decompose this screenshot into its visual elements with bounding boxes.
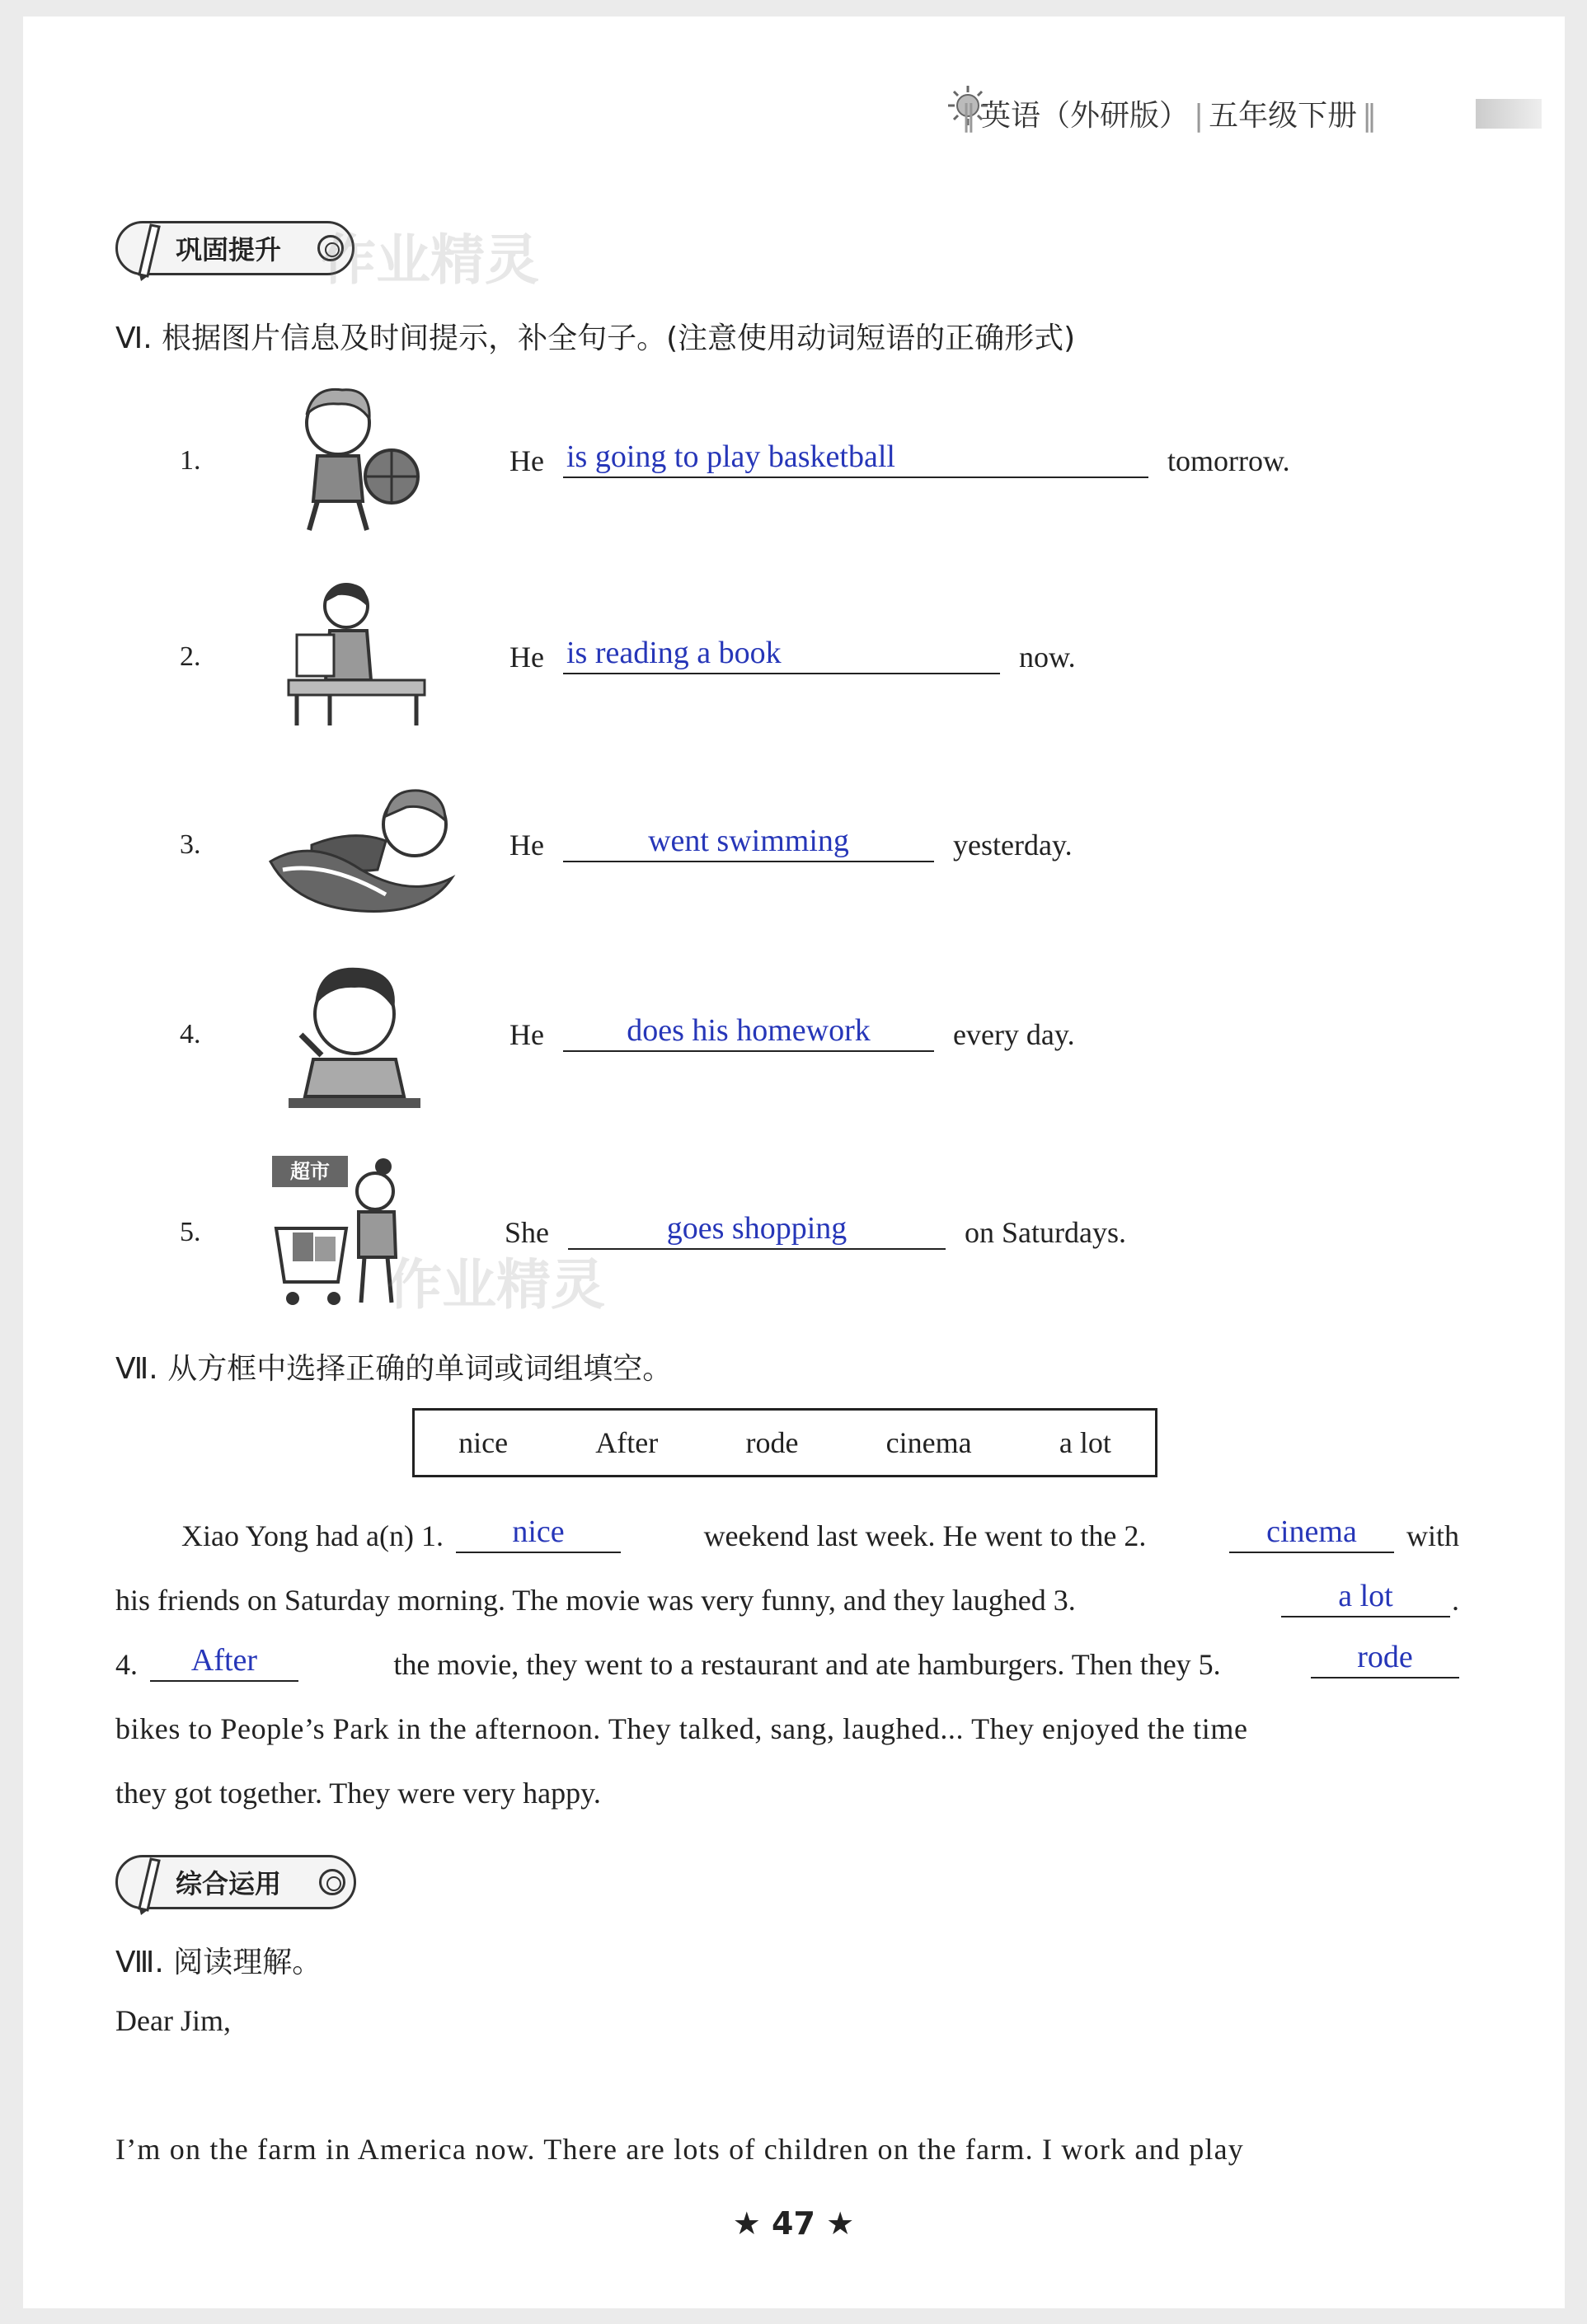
boy-reading-icon <box>280 577 429 734</box>
page-header: ‖ 英语（外研版） | 五年级下册 ‖ <box>961 99 1378 133</box>
word-option: rode <box>745 1426 799 1459</box>
badge-comprehensive-label: 综合运用 <box>176 1868 282 1899</box>
boy-basketball-icon <box>280 378 425 542</box>
pencil-icon <box>133 1851 166 1917</box>
badge-comprehensive <box>115 1855 356 1909</box>
passage-text: weekend last week. He went to the 2. <box>703 1519 1147 1552</box>
item2-blank[interactable] <box>563 636 1000 674</box>
badge-consolidate-label: 巩固提升 <box>176 234 282 265</box>
item4-number: 4. <box>180 1019 201 1049</box>
item2-subject: He <box>509 641 544 674</box>
answer-1: nice <box>512 1514 565 1549</box>
passage-line-3 <box>115 1640 1459 1682</box>
answer-2: cinema <box>1266 1514 1357 1549</box>
item1-answer: is going to play basketball <box>566 439 895 474</box>
watermark-2: 作业精灵 <box>387 1253 605 1317</box>
badge-consolidate <box>115 221 354 275</box>
passage-text: . <box>1452 1584 1459 1617</box>
item3-sentence <box>509 824 1073 862</box>
item5-subject: She <box>505 1216 549 1249</box>
passage-text: his friends on Saturday morning. The movie was very funny, and they laughed 3. <box>115 1584 1076 1617</box>
item5-blank[interactable] <box>568 1211 946 1250</box>
item1-number: 1. <box>180 445 201 476</box>
item1-blank[interactable] <box>563 439 1148 478</box>
item1-subject: He <box>509 444 544 477</box>
blank-3[interactable] <box>1281 1579 1450 1617</box>
header-subject: 英语（外研版） <box>981 99 1190 133</box>
item1-time: tomorrow. <box>1167 444 1290 477</box>
watermark: 作业精灵 <box>322 228 539 292</box>
blank-4[interactable] <box>150 1643 298 1682</box>
badge-end-circle <box>319 1869 345 1895</box>
word-option: cinema <box>885 1426 972 1459</box>
item3-answer: went swimming <box>648 824 849 858</box>
word-option: nice <box>458 1426 509 1459</box>
item2-time: now. <box>1018 641 1076 674</box>
passage-text: the movie, they went to a restaurant and ate hamburgers. Then they 5. <box>393 1648 1221 1681</box>
answer-4: After <box>190 1643 258 1678</box>
item5-time: on Saturdays. <box>965 1216 1126 1249</box>
letter-line-1: I’m on the farm in America now. There are lots of children on the farm. I work and play <box>115 2133 1244 2166</box>
item4-sentence <box>509 1013 1075 1052</box>
section7-title: Ⅶ. 从方框中选择正确的单词或词组填空。 <box>115 1352 673 1386</box>
item3-subject: He <box>509 829 544 862</box>
answer-5: rode <box>1357 1640 1413 1674</box>
item4-blank[interactable] <box>563 1013 934 1052</box>
letter-greeting: Dear Jim, <box>115 2004 231 2037</box>
item4-time: every day. <box>952 1018 1075 1051</box>
word-box <box>412 1408 1157 1477</box>
boy-swimming-icon <box>262 771 460 919</box>
item5-sentence <box>505 1211 1126 1250</box>
passage-line-4: bikes to People’s Park in the afternoon. They talked, sang, laughed... They enjoyed the time <box>115 1712 1248 1745</box>
item3-number: 3. <box>180 829 201 860</box>
header-grade: 五年级下册 <box>1209 99 1358 133</box>
header-gradient-bar <box>1476 99 1542 129</box>
blank-5[interactable] <box>1311 1640 1459 1678</box>
word-option: After <box>595 1426 659 1459</box>
page-number: ★ 47 ★ <box>732 2205 855 2242</box>
item2-number: 2. <box>180 641 201 672</box>
item5-answer: goes shopping <box>666 1211 847 1246</box>
passage-line-5: they got together. They were very happy. <box>115 1777 601 1810</box>
item3-blank[interactable] <box>563 824 934 862</box>
passage-text: Xiao Yong had a(n) 1. <box>181 1519 444 1552</box>
item3-time: yesterday. <box>952 829 1073 862</box>
item1-sentence <box>509 439 1290 478</box>
boy-homework-icon <box>280 956 425 1117</box>
item2-answer: is reading a book <box>566 636 782 670</box>
answer-3: a lot <box>1338 1579 1393 1613</box>
word-option: a lot <box>1059 1426 1111 1459</box>
blank-1[interactable] <box>456 1514 621 1553</box>
supermarket-sign: 超市 <box>272 1156 348 1187</box>
passage-text: 4. <box>115 1648 138 1681</box>
item5-number: 5. <box>180 1217 201 1247</box>
item4-subject: He <box>509 1018 544 1051</box>
passage-text: with <box>1406 1519 1459 1552</box>
passage-line-1 <box>115 1514 1459 1553</box>
item4-answer: does his homework <box>627 1013 871 1048</box>
pencil-icon <box>133 217 166 283</box>
blank-2[interactable] <box>1229 1514 1394 1553</box>
section8-title: Ⅷ. 阅读理解。 <box>115 1946 322 1979</box>
item2-sentence <box>509 636 1076 674</box>
passage-line-2 <box>115 1579 1459 1617</box>
section6-title: Ⅵ. 根据图片信息及时间提示，补全句子。(注意使用动词短语的正确形式) <box>115 322 1076 355</box>
